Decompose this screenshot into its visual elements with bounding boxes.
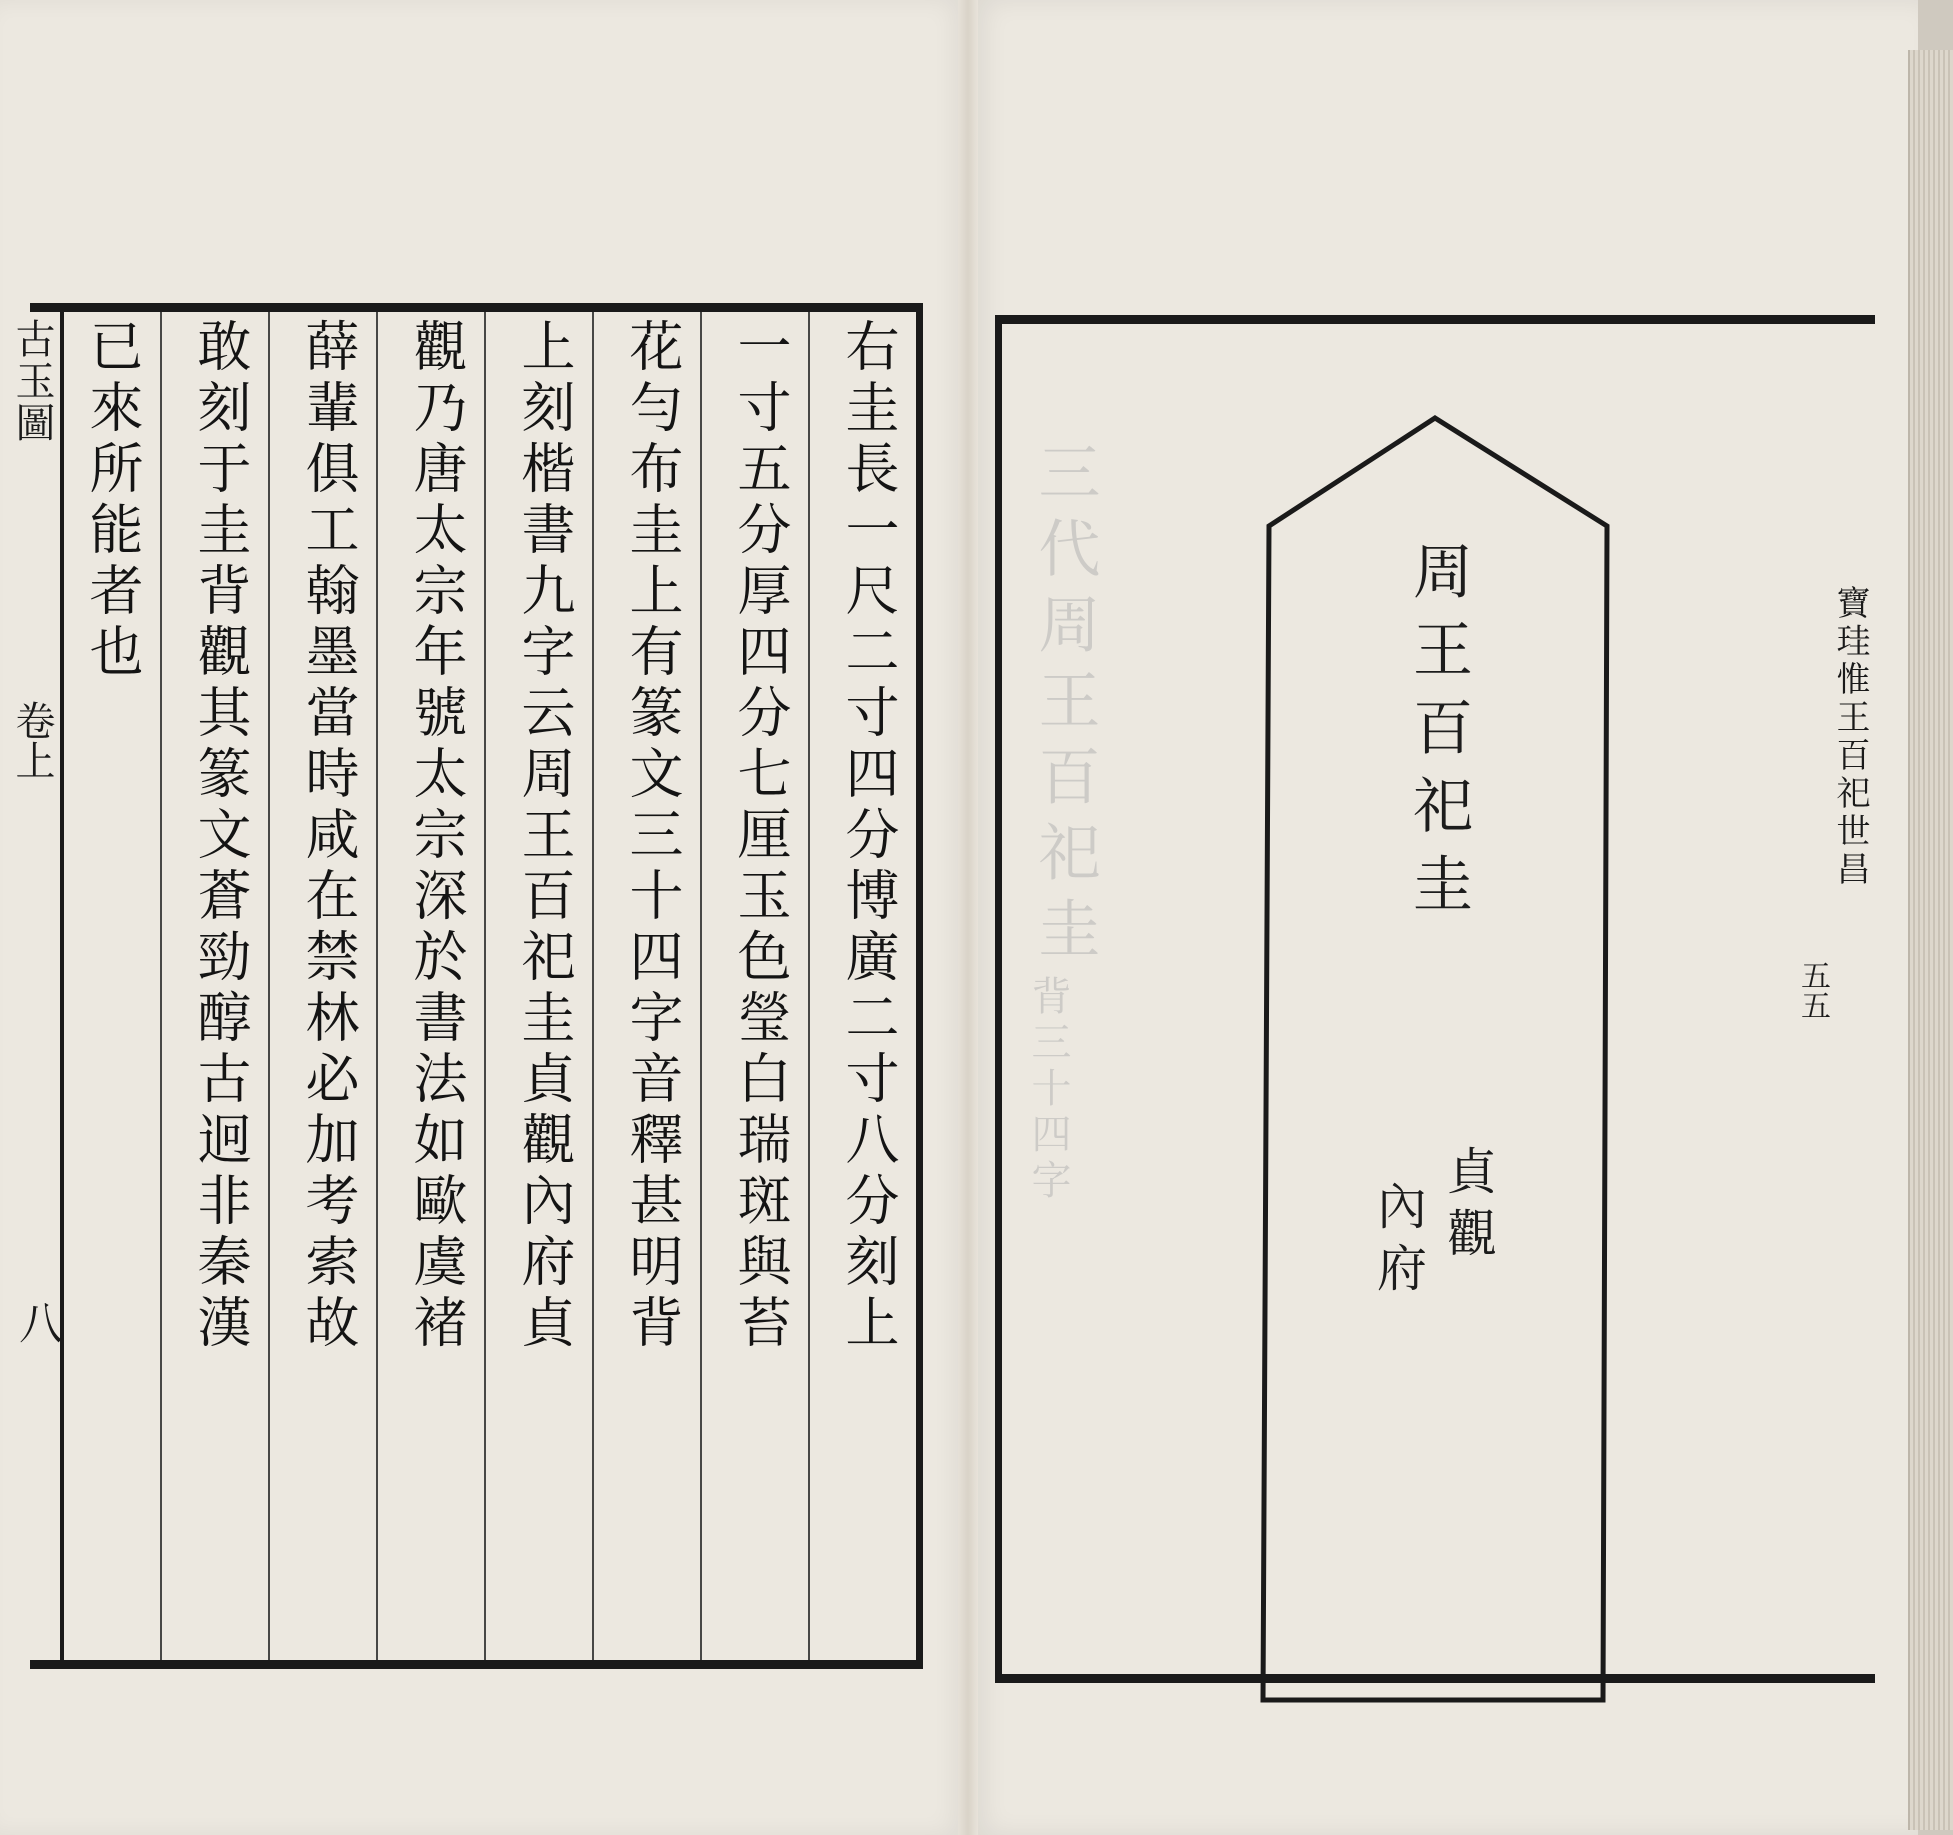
gui-inscription-zhenguan: 貞觀 xyxy=(1439,1145,1497,1269)
bleed-through-title: 三代周王百祀圭 xyxy=(1028,440,1101,972)
gui-name-label: 周王百祀圭 xyxy=(1403,540,1473,930)
text-column-7: 敢刻于圭背觀其篆文蒼勁醇古迥非秦漢 xyxy=(189,318,252,1355)
gui-inscription-neifu: 內府 xyxy=(1369,1180,1427,1304)
text-column-8: 已來所能者也 xyxy=(81,318,144,684)
text-column-4: 上刻楷書九字云周王百祀圭貞觀內府貞 xyxy=(513,318,576,1355)
text-column-6: 薛輩俱工翰墨當時咸在禁林必加考索故 xyxy=(297,318,360,1355)
page-number: 八 xyxy=(11,1300,62,1344)
page-edges xyxy=(1908,50,1953,1830)
inscription-transcription: 寶珪惟王百祀世昌 xyxy=(1830,585,1870,889)
inscription-note: 五五 xyxy=(1795,960,1830,1020)
juan-label: 卷上 xyxy=(9,700,55,780)
text-column-3: 花勻布圭上有篆文三十四字音釋甚明背 xyxy=(621,318,684,1355)
bleed-through-note: 背三十四字 xyxy=(1025,975,1071,1205)
text-column-1: 右圭長一尺二寸四分博廣二寸八分刻上 xyxy=(837,318,900,1355)
book-fold xyxy=(958,0,978,1835)
left-margin-column xyxy=(0,312,64,1660)
text-column-2: 一寸五分厚四分七厘玉色瑩白瑞斑與苔 xyxy=(729,318,792,1355)
text-column-5: 觀乃唐太宗年號太宗深於書法如歐虞褚 xyxy=(405,318,468,1355)
book-title: 古玉圖 xyxy=(9,318,55,444)
